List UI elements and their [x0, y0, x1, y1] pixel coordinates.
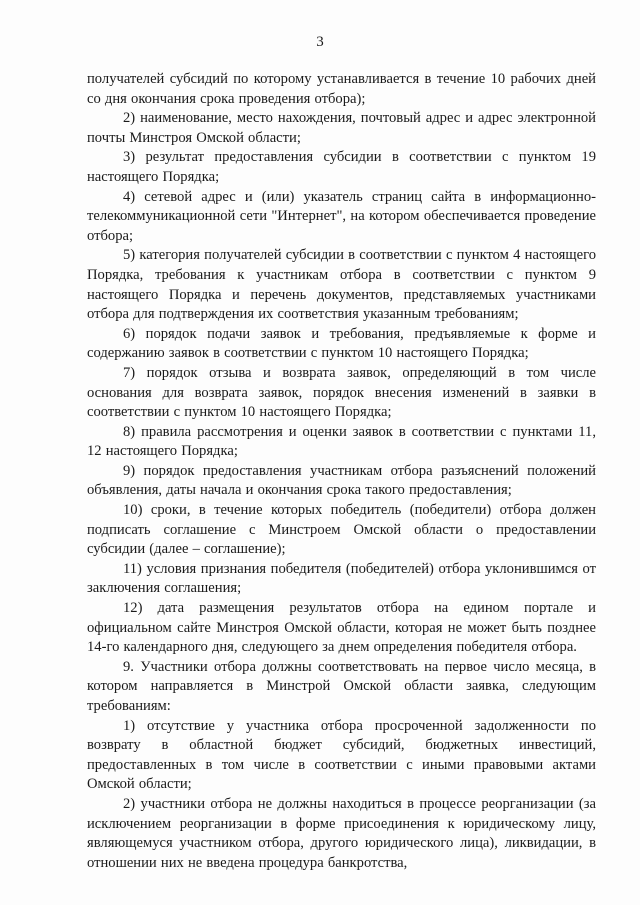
paragraph: 12) дата размещения результатов отбора на едином портале и официальном сайте Минстроя Омской области, которая не может быть позднее 14-го календарного дня, следующего за днем определения победителя отбора.	[87, 600, 596, 656]
paragraph: 9. Участники отбора должны соответствовать на первое число месяца, в котором направляется в Минстрой Омской области заявка, следующим требованиям:	[87, 658, 596, 714]
paragraph: 7) порядок отзыва и возврата заявок, определяющий в том числе основания для возврата заявок, порядок внесения изменений в заявки в соответствии с пунктом 10 настоящего Порядка;	[87, 364, 596, 421]
paragraph: 11) условия признания победителя (победителей) отбора уклонившимся от заключения соглашения;	[87, 560, 596, 597]
document-body	[87, 70, 596, 873]
paragraph: 3) результат предоставления субсидии в соответствии с пунктом 19 настоящего Порядка;	[87, 149, 596, 185]
paragraph: 4) сетевой адрес и (или) указатель страниц сайта в информационно-телекоммуникационной сети "Интернет", на котором обеспечивается проведение отбора;	[87, 188, 596, 244]
paragraph: 2) участники отбора не должны находиться в процессе реорганизации (за исключением реорганизации в форме присоединения к юридическому лицу, являющемуся участником отбора, другого юридического лица), ликвидации, в отношении них не введена процедура банкротства,	[87, 795, 596, 871]
paragraph: 10) сроки, в течение которых победитель (победители) отбора должен подписать соглашение с Минстроем Омской области о предоставлении субсидии (далее – соглашение);	[87, 502, 596, 558]
paragraph: 6) порядок подачи заявок и требования, предъявляемые к форме и содержанию заявок в соответствии с пунктом 10 настоящего Порядка;	[87, 325, 596, 362]
paragraph: 5) категория получателей субсидии в соответствии с пунктом 4 настоящего Порядка, требования к участникам отбора в соответствии с пунктом 9 настоящего Порядка и перечень документов, представляемых участниками отбора для подтверждения их соответствия указанным требованиям;	[87, 247, 596, 323]
paragraph: 9) порядок предоставления участникам отбора разъяснений положений объявления, даты начала и окончания срока такого предоставления;	[87, 462, 596, 499]
paragraph: получателей субсидий по которому устанавливается в течение 10 рабочих дней со дня окончания срока проведения отбора);	[87, 71, 596, 107]
paragraph: 1) отсутствие у участника отбора просроченной задолженности по возврату в областной бюджет субсидий, бюджетных инвестиций, предоставленных в том числе в соответствии с иными правовыми актами Омской области;	[87, 717, 596, 793]
page-number: 3	[316, 34, 324, 50]
paragraph: 2) наименование, место нахождения, почтовый адрес и адрес электронной почты Минстроя Омской области;	[87, 110, 596, 146]
paragraph: 8) правила рассмотрения и оценки заявок в соответствии с пунктами 11, 12 настоящего Порядка;	[87, 423, 596, 460]
